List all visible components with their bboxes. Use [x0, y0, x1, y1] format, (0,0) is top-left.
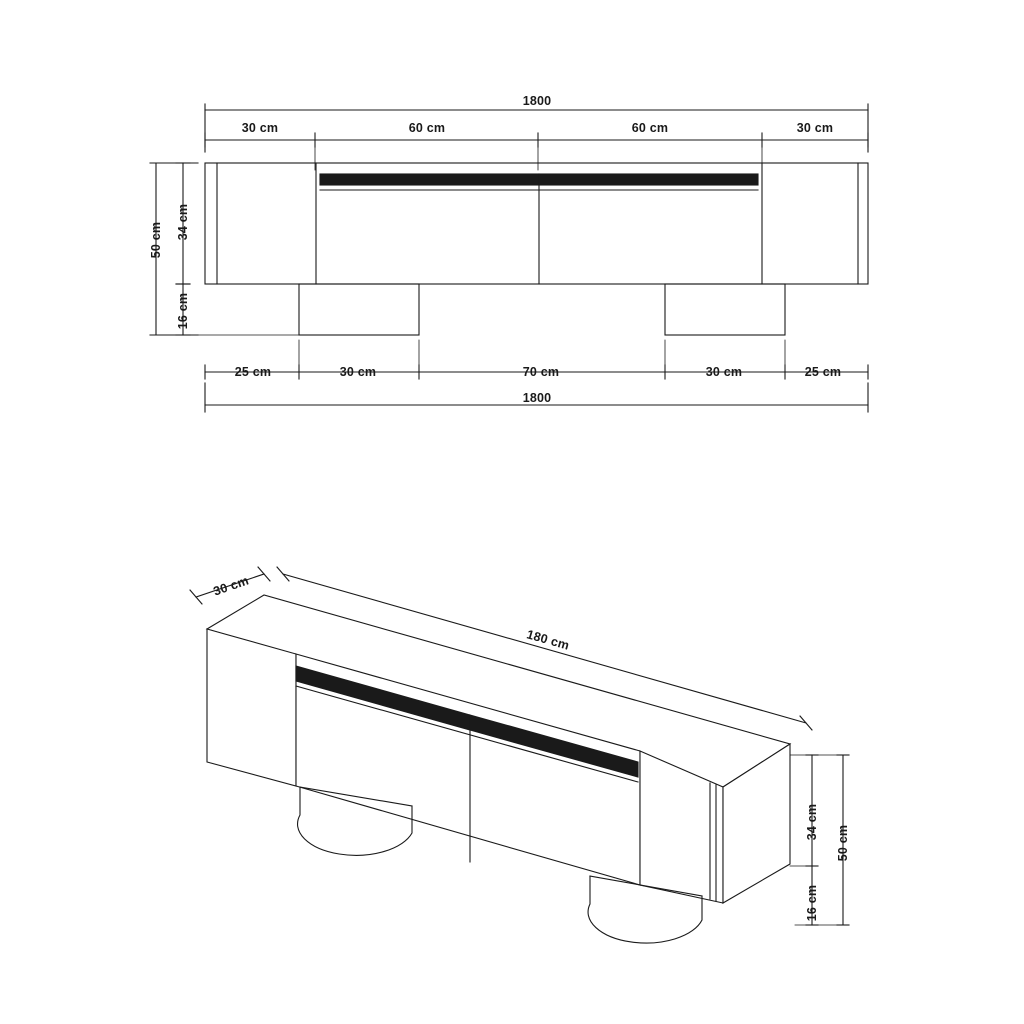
- front-bottom-segment-5-label: 25 cm: [804, 365, 842, 379]
- front-bottom-segment-4-label: 30 cm: [705, 365, 743, 379]
- front-top-segment-3-label: 60 cm: [631, 121, 669, 135]
- persp-height-total-label: 50 cm: [836, 824, 850, 862]
- front-top-segment-4-label: 30 cm: [796, 121, 834, 135]
- persp-width-label: 180 cm: [525, 627, 571, 653]
- front-height-legs-label: 16 cm: [176, 292, 190, 330]
- persp-height-legs-label: 16 cm: [805, 884, 819, 922]
- front-top-overall-label: 1800: [522, 94, 552, 108]
- front-bottom-overall-label: 1800: [522, 391, 552, 405]
- front-bottom-segment-2-label: 30 cm: [339, 365, 377, 379]
- front-bottom-segment-3-label: 70 cm: [522, 365, 560, 379]
- front-height-total-label: 50 cm: [149, 221, 163, 259]
- front-top-segment-dim: [205, 133, 868, 170]
- front-height-cabinet-label: 34 cm: [176, 203, 190, 241]
- front-bottom-segment-1-label: 25 cm: [234, 365, 272, 379]
- persp-depth-label: 30 cm: [211, 573, 251, 599]
- front-height-legs-dim: [176, 284, 299, 335]
- front-legs: [299, 284, 785, 335]
- front-top-segment-2-label: 60 cm: [408, 121, 446, 135]
- front-top-overall-dim: [205, 104, 868, 152]
- persp-height-cabinet-label: 34 cm: [805, 803, 819, 841]
- front-top-segment-1-label: 30 cm: [241, 121, 279, 135]
- persp-cabinet-body: [207, 595, 790, 903]
- persp-height-legs-dim: [795, 866, 843, 925]
